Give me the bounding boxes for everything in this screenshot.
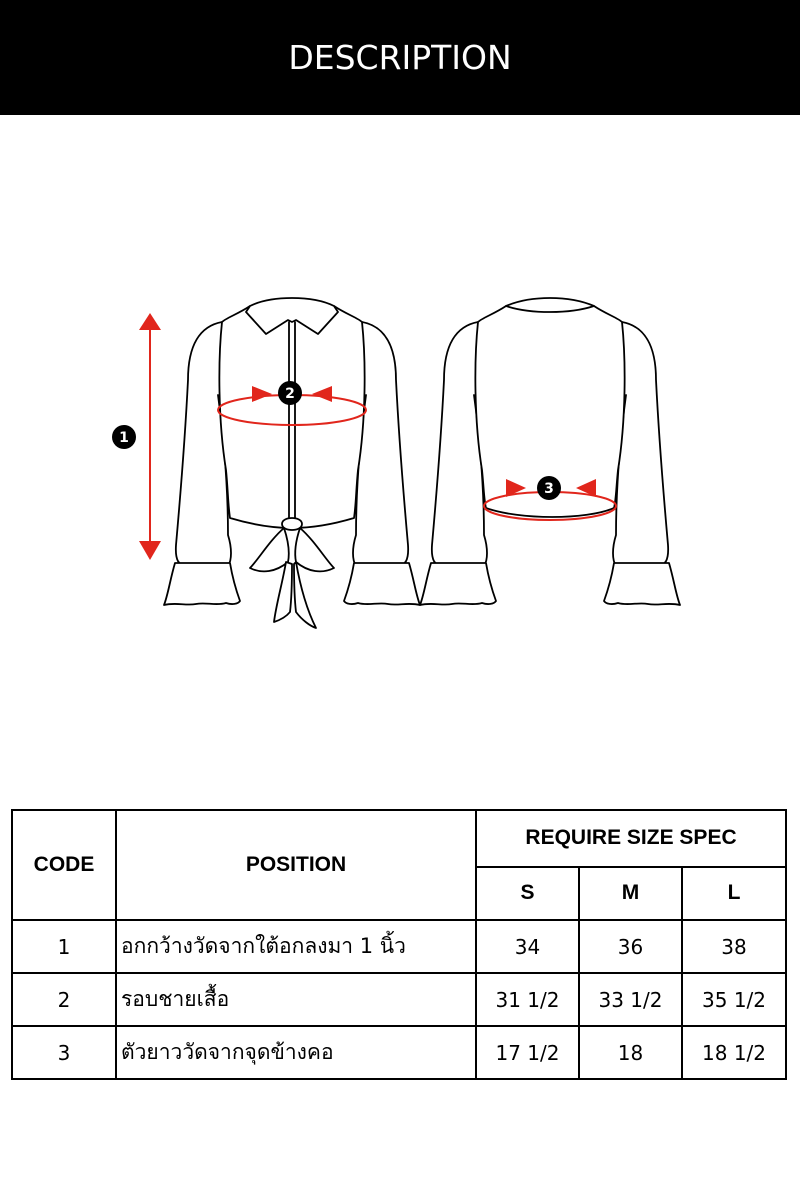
header-size-l: L xyxy=(682,867,786,921)
back-blouse xyxy=(420,298,680,605)
row-value-s: 31 1/2 xyxy=(476,973,579,1026)
page-title: DESCRIPTION xyxy=(288,38,512,77)
row-value-s: 34 xyxy=(476,920,579,973)
row-value-l: 38 xyxy=(682,920,786,973)
table-row xyxy=(12,973,786,1026)
size-spec-table xyxy=(11,809,787,1080)
table-row xyxy=(12,1026,786,1079)
garment-illustration xyxy=(0,115,800,805)
row-value-s: 17 1/2 xyxy=(476,1026,579,1079)
row-code: 1 xyxy=(12,920,116,973)
row-value-m: 18 xyxy=(579,1026,682,1079)
blouse-diagram xyxy=(0,115,800,805)
row-value-m: 36 xyxy=(579,920,682,973)
marker-1-label: 1 xyxy=(119,430,129,446)
front-blouse xyxy=(164,298,420,628)
header-size-s: S xyxy=(476,867,579,921)
row-code: 2 xyxy=(12,973,116,1026)
length-arrow xyxy=(139,313,161,560)
row-position: อกกว้างวัดจากใต้อกลงมา 1 นิ้ว xyxy=(116,920,476,973)
page-header xyxy=(0,0,800,115)
row-value-l: 18 1/2 xyxy=(682,1026,786,1079)
marker-2-label: 2 xyxy=(285,386,295,402)
row-value-l: 35 1/2 xyxy=(682,973,786,1026)
marker-3-label: 3 xyxy=(544,481,554,497)
header-size-m: M xyxy=(579,867,682,921)
row-position: ตัวยาววัดจากจุดข้างคอ xyxy=(116,1026,476,1079)
row-code: 3 xyxy=(12,1026,116,1079)
table-header-row xyxy=(12,810,786,867)
table-row xyxy=(12,920,786,973)
header-position: POSITION xyxy=(116,810,476,920)
header-code: CODE xyxy=(12,810,116,920)
row-value-m: 33 1/2 xyxy=(579,973,682,1026)
header-spec: REQUIRE SIZE SPEC xyxy=(476,810,786,867)
row-position: รอบชายเสื้อ xyxy=(116,973,476,1026)
